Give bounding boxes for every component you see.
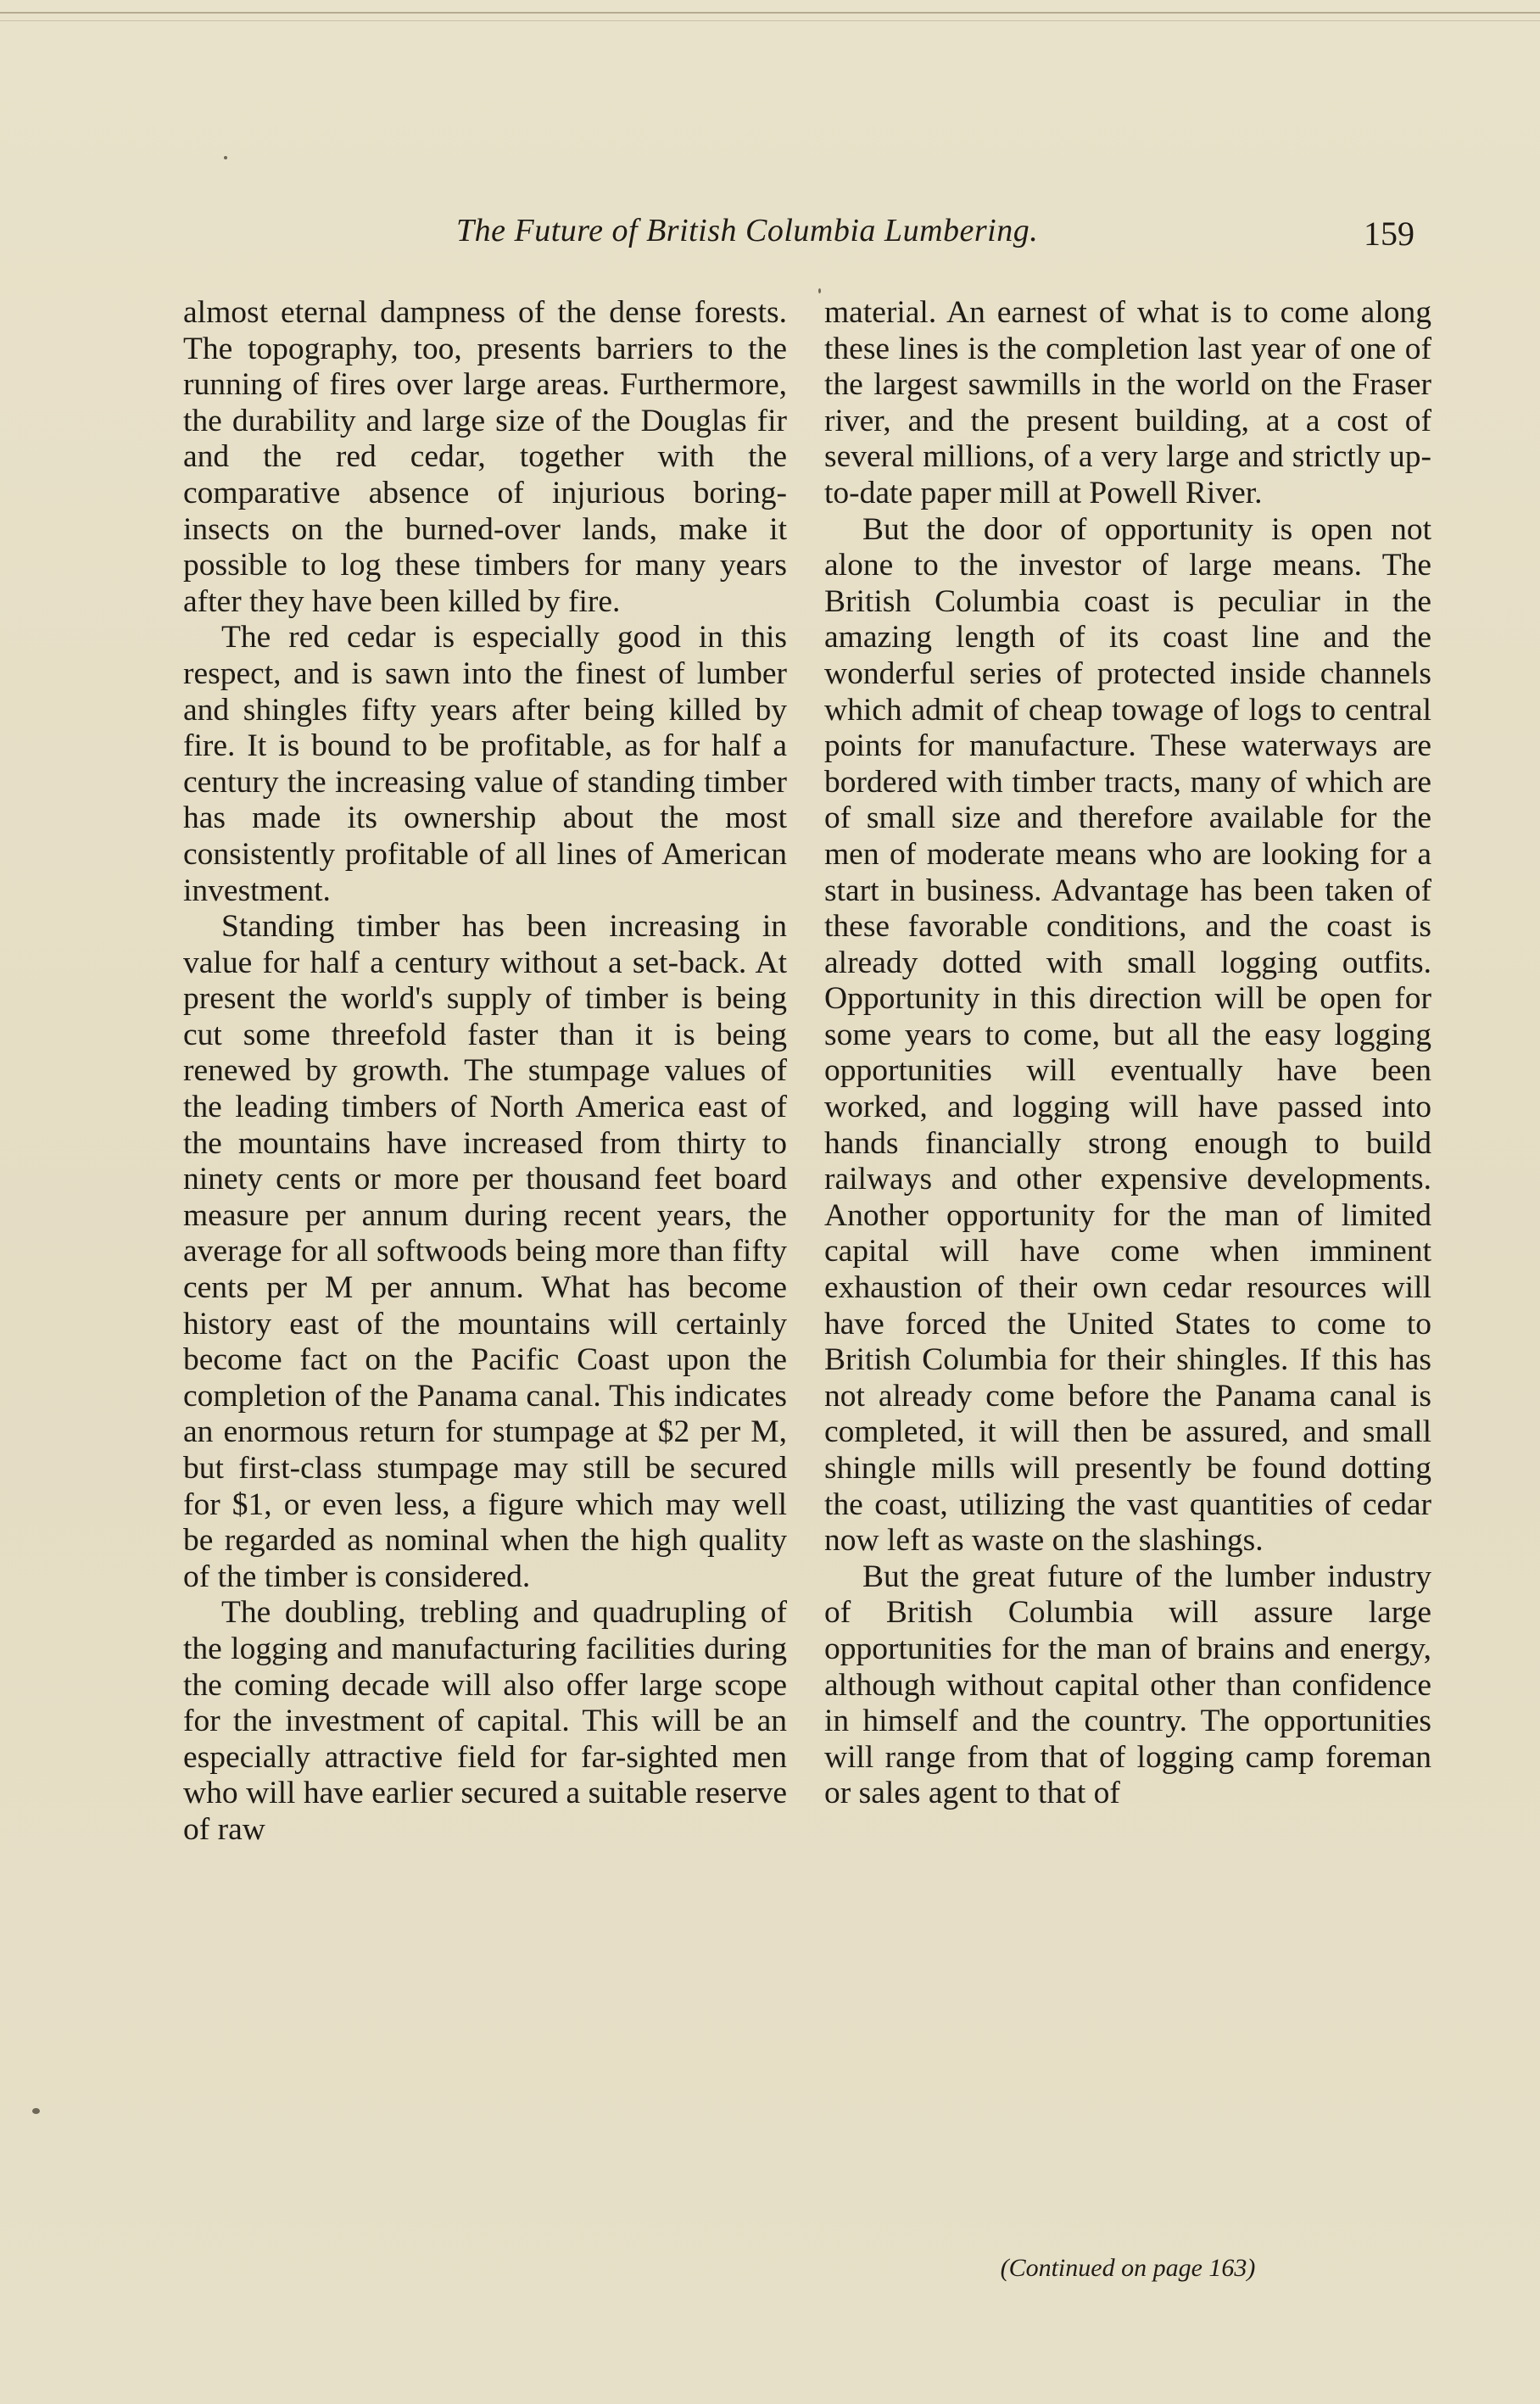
paper-speck bbox=[224, 156, 227, 159]
running-title: The Future of British Columbia Lumbering. bbox=[456, 213, 1039, 248]
paragraph: The doubling, trebling and quadrupling of the logging and manufacturing facilities during the coming decade will also offer large scope for the investment of capital. This will be an especially attractive field for far-sighted men who will have earlier secured a suitable reserve of raw bbox=[183, 1595, 787, 1847]
top-edge-rule bbox=[0, 12, 1540, 14]
paragraph: material. An earnest of what is to come along these lines is the completion last year of one of the largest sawmills in the world on the Fraser river, and the present building, at a cost of several millions, of a very large and strictly up-to-date paper mill at Powell River. bbox=[824, 295, 1431, 510]
top-edge-rule-secondary bbox=[0, 20, 1540, 21]
paragraph: almost eternal dampness of the dense forests. The topography, too, presents barriers to the running of fires over large areas. Furthermore, the durability and large size of the Douglas fir and the red cedar, together with the comparative absence of injurious boring-insects on the burned-over lands, make it possible to log these timbers for many years after they have been killed by fire. bbox=[183, 295, 787, 619]
paragraph: The red cedar is especially good in this respect, and is sawn into the finest of lumber and shingles fifty years after being killed by fire. It is bound to be profitable, as for half a century the increasing value of standing timber has made its ownership about the most consistently profitable of all lines of American investment. bbox=[183, 620, 787, 908]
paper-speck bbox=[818, 288, 821, 293]
page-header bbox=[170, 212, 1442, 263]
page-number: 159 bbox=[1364, 215, 1414, 253]
paper-speck bbox=[32, 2108, 40, 2114]
paragraph: But the door of opportunity is open not alone to the investor of large means. The British Columbia coast is peculiar in the amazing length of its coast line and the wonderful series of protected inside channels which admit of cheap towage of logs to central points for manufacture. These waterways are bordered with timber tracts, many of which are of small size and therefore available for the men of moderate means who are looking for a start in business. Advantage has been taken of these favorable conditions, and the coast is already dotted with small logging outfits. Opportunity in this direction will be open for some years to come, but all the easy logging opportunities will eventually have been worked, and logging will have passed into hands financially strong enough to build railways and other expensive developments. Another opportunity for the man of limited capital will have come when imminent exhaustion of their own cedar resources will have forced the United States to come to British Columbia for their shingles. If this has not already come before the Panama canal is completed, it will then be assured, and small shingle mills will presently be found dotting the coast, utilizing the vast quantities of cedar now left as waste on the slashings. bbox=[824, 511, 1431, 1559]
paragraph: Standing timber has been increasing in value for half a century without a set-back. At present the world's supply of timber is being cut some threefold faster than it is being renewed by growth. The stumpage values of the leading timbers of North America east of the mountains have increased from thirty to ninety cents or more per thousand feet board measure per annum during recent years, the average for all softwoods being more than fifty cents per M per annum. What has become history east of the mountains will certainly become fact on the Pacific Coast upon the completion of the Panama canal. This indicates an enormous return for stumpage at $2 per M, but first-class stumpage may still be secured for $1, or even less, a figure which may well be regarded as nominal when the high quality of the timber is considered. bbox=[183, 909, 787, 1594]
continuation-note: (Continued on page 163) bbox=[1000, 2254, 1256, 2282]
left-column bbox=[183, 295, 787, 1849]
right-column bbox=[824, 295, 1431, 1812]
paragraph: But the great future of the lumber industry of British Columbia will assure large opportunities for the man of brains and energy, although without capital other than confidence in himself and the country. The opportunities will range from that of logging camp foreman or sales agent to that of bbox=[824, 1559, 1431, 1811]
